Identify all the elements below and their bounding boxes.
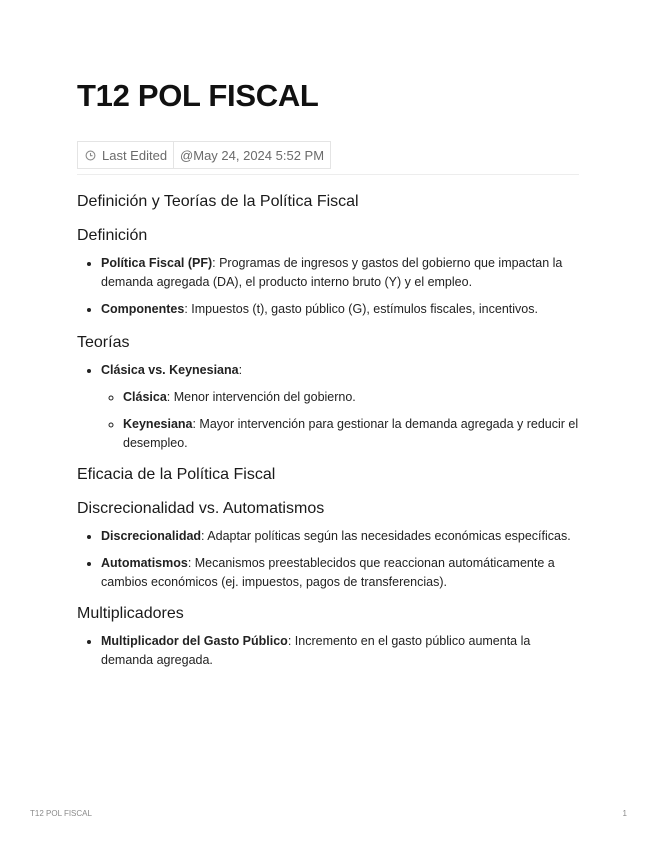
property-label: Last Edited (102, 147, 168, 163)
page-footer (30, 809, 627, 818)
subsection-heading: Multiplicadores (77, 605, 184, 622)
property-name (77, 141, 173, 169)
bullet-list (77, 254, 579, 319)
list-item-text: : Mecanismos preestablecidos que reaccionan automáticamente a cambios económicos (ej. impuestos, pagos de transferencias). (101, 556, 555, 589)
document-body (77, 190, 579, 678)
property-row (77, 141, 331, 169)
list-item (123, 415, 579, 453)
list-item-term: Clásica vs. Keynesiana (101, 363, 239, 377)
list-item (123, 388, 579, 407)
page-title: T12 POL FISCAL (77, 78, 319, 113)
subsection-heading: Discrecionalidad vs. Automatismos (77, 500, 325, 517)
list-item (101, 361, 579, 453)
bullet-list (77, 632, 579, 670)
list-item-text: : Programas de ingresos y gastos del gobierno que impactan la demanda agregada (DA), el producto interno bruto (Y) y el empleo. (101, 256, 563, 289)
property-value[interactable]: @May 24, 2024 5:52 PM (173, 141, 331, 169)
subsection-heading: Definición (77, 227, 148, 244)
bullet-list (77, 527, 579, 592)
list-item-term: Componentes (101, 302, 185, 316)
list-item-term: Clásica (123, 390, 167, 404)
nested-list (101, 388, 579, 453)
list-item-text: : Incremento en el gasto público aumenta la demanda agregada. (101, 634, 531, 667)
list-item-term: Política Fiscal (PF) (101, 256, 213, 270)
list-item-term: Multiplicador del Gasto Público (101, 634, 288, 648)
list-item-text: : (238, 363, 243, 377)
list-item (101, 254, 579, 292)
clock-icon (85, 150, 96, 161)
list-item-term: Discrecionalidad (101, 529, 202, 543)
bullet-list (77, 361, 579, 453)
list-item (101, 527, 579, 546)
list-item (101, 300, 579, 319)
list-item (101, 632, 579, 670)
page-number: 1 (622, 809, 627, 818)
list-item-term: Automatismos (101, 556, 188, 570)
list-item-text: : Menor intervención del gobierno. (166, 390, 356, 404)
list-item-text: : Adaptar políticas según las necesidades económicas específicas. (201, 529, 571, 543)
section-heading: Eficacia de la Política Fiscal (77, 466, 276, 483)
subsection-heading: Teorías (77, 334, 130, 351)
divider (77, 174, 579, 175)
list-item-text: : Impuestos (t), gasto público (G), estímulos fiscales, incentivos. (184, 302, 538, 316)
footer-title: T12 POL FISCAL (30, 809, 92, 818)
list-item (101, 554, 579, 592)
section-heading: Definición y Teorías de la Política Fiscal (77, 193, 359, 210)
list-item-term: Keynesiana (123, 417, 193, 431)
list-item-text: : Mayor intervención para gestionar la demanda agregada y reducir el desempleo. (123, 417, 579, 450)
